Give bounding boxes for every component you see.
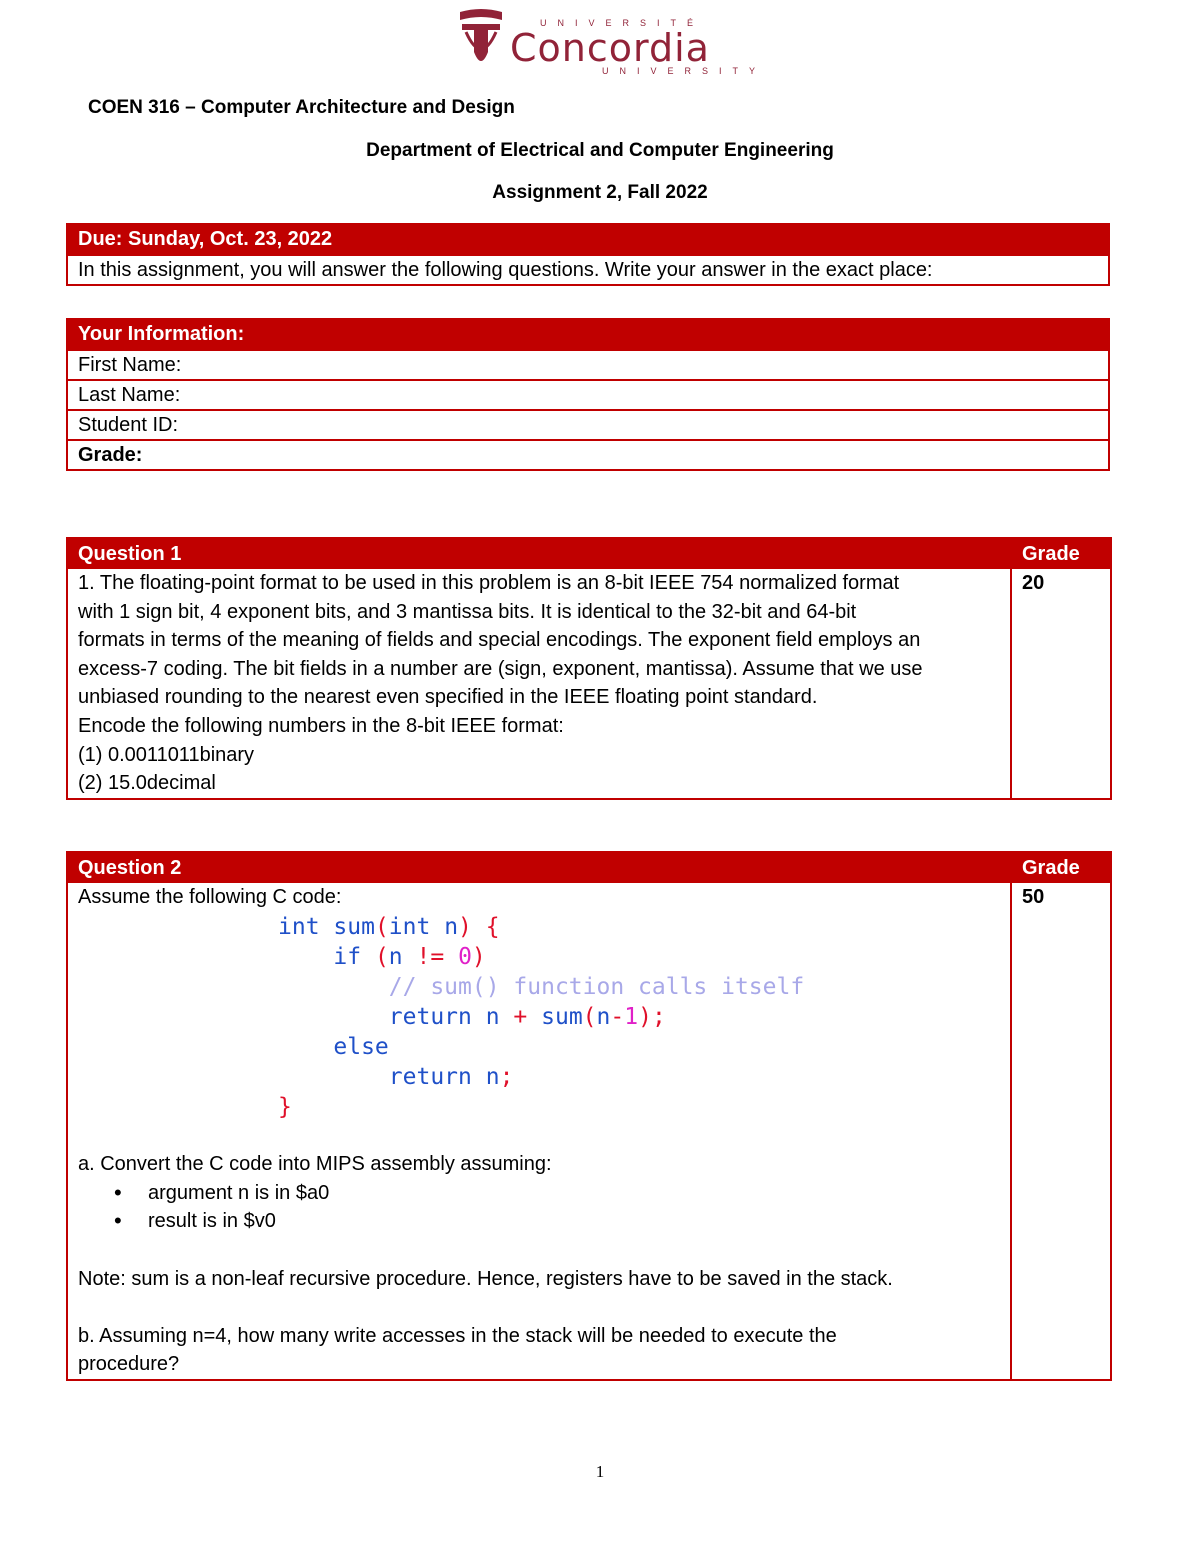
- code-line-7: }: [278, 1093, 292, 1120]
- question-2-box: [66, 851, 1112, 1381]
- grade-field[interactable]: Grade:: [68, 439, 1108, 469]
- code-line-6: return n;: [388, 1063, 514, 1090]
- q1-line: (1) 0.0011011binary: [78, 743, 255, 766]
- code-line-5: else: [333, 1033, 389, 1060]
- assumption-list: [78, 1179, 1000, 1236]
- q1-line: unbiased rounding to the nearest even specified in the IEEE floating point standard.: [78, 686, 818, 709]
- student-info-box: [66, 318, 1110, 471]
- question-1-grade-value: 20: [1022, 572, 1045, 594]
- q1-line: 1. The floating-point format to be used in this problem is an 8-bit IEEE 754 normalized format: [78, 572, 900, 594]
- question-1-title: Question 1: [78, 543, 182, 565]
- question-2-body: [68, 883, 1110, 1379]
- logo-top-text: UNIVERSITÉ: [540, 18, 705, 28]
- logo-bottom-text: UNIVERSITY: [602, 66, 767, 76]
- list-item: • argument n is in $a0: [148, 1179, 1000, 1208]
- assignment-title: Assignment 2, Fall 2022: [492, 182, 708, 203]
- q1-line: excess-7 coding. The bit fields in a number are (sign, exponent, mantissa). Assume that we use: [78, 657, 923, 680]
- question-2-content: [68, 883, 1012, 1379]
- spacer: [78, 1236, 1000, 1265]
- due-date: Due: Sunday, Oct. 23, 2022: [68, 225, 1108, 254]
- first-name-field[interactable]: First Name:: [68, 349, 1108, 379]
- department-title: Department of Electrical and Computer Engineering: [366, 140, 834, 161]
- part-b-line-1: b. Assuming n=4, how many write accesses in the stack will be needed to execute the: [78, 1324, 837, 1347]
- concordia-shield-icon: [458, 8, 504, 74]
- question-1-box: [66, 537, 1112, 800]
- last-name-field[interactable]: Last Name:: [68, 379, 1108, 409]
- part-a: a. Convert the C code into MIPS assembly assuming:: [78, 1153, 552, 1176]
- code-line-1: int sum(int n) {: [278, 913, 500, 940]
- q1-line: formats in terms of the meaning of fields and special encodings. The exponent field employs an: [78, 629, 921, 652]
- code-line-2: if (n != 0): [333, 943, 486, 970]
- question-1-grade-label: Grade: [1022, 543, 1080, 565]
- student-id-field[interactable]: Student ID:: [68, 409, 1108, 439]
- question-1-header: [68, 539, 1110, 569]
- code-line-3: // sum() function calls itself: [388, 973, 805, 1000]
- due-box: [66, 223, 1110, 286]
- spacer: [78, 1293, 1000, 1322]
- q1-line: with 1 sign bit, 4 exponent bits, and 3 mantissa bits. It is identical to the 32-bit and 64-bit: [78, 600, 857, 623]
- note: Note: sum is a non-leaf recursive procedure. Hence, registers have to be saved in the stack.: [78, 1267, 893, 1290]
- part-b-line-2: procedure?: [78, 1353, 180, 1376]
- instructions-text: In this assignment, you will answer the following questions. Write your answer in the exact place:: [68, 254, 1108, 284]
- page-number: 1: [595, 1462, 605, 1481]
- question-1-body: [68, 569, 1110, 798]
- q2-intro: Assume the following C code:: [78, 886, 342, 908]
- q1-line: (2) 15.0decimal: [78, 772, 216, 795]
- course-title: COEN 316 – Computer Architecture and Design: [88, 97, 515, 118]
- logo-wordmark: Concordia: [510, 26, 710, 70]
- question-2-grade-label: Grade: [1022, 857, 1080, 879]
- question-2-grade-value: 50: [1022, 886, 1045, 908]
- question-2-title: Question 2: [78, 857, 182, 879]
- info-title: Your Information:: [68, 320, 1108, 349]
- c-code-block: [278, 912, 1000, 1122]
- question-2-header: [68, 853, 1110, 883]
- question-1-content: [68, 569, 1012, 798]
- concordia-logo: [458, 8, 767, 78]
- list-item: • result is in $v0: [148, 1207, 1000, 1236]
- spacer: [78, 1122, 1000, 1151]
- q1-line: Encode the following numbers in the 8-bit IEEE format:: [78, 714, 564, 737]
- code-line-4: return n + sum(n-1);: [388, 1003, 666, 1030]
